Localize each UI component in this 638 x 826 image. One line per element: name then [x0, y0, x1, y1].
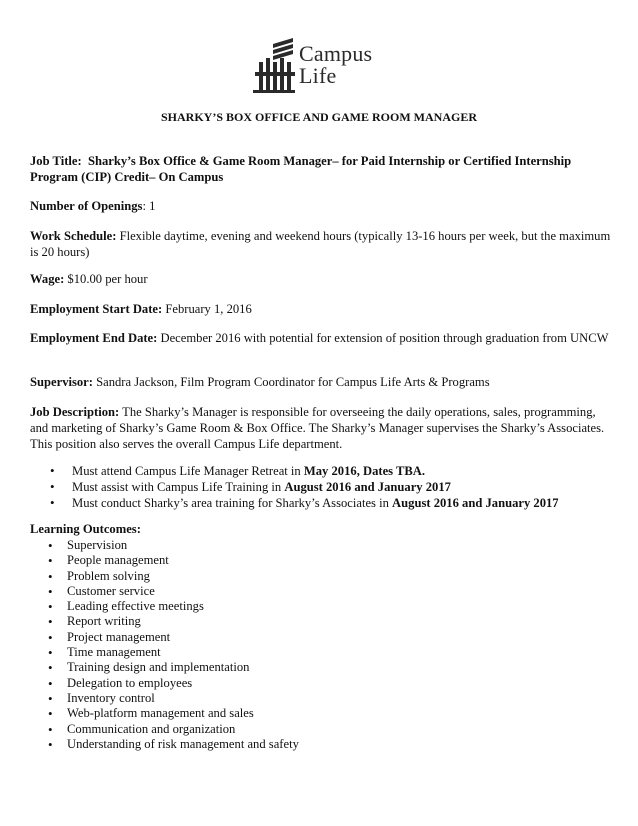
job-description-label: Job Description:	[30, 405, 120, 419]
list-item: • Inventory control	[30, 691, 299, 706]
job-title-field	[30, 153, 615, 185]
job-description-value: The Sharky’s Manager is responsible for overseeing the daily operations, sales, programming, and marketing of Sharky’s Game Room & Box Office. The Sharky’s Manager supervises the Sharky’s Associates. This position also serves the overall Campus Life department.	[30, 405, 605, 451]
start-date-field	[30, 301, 615, 317]
list-item: • Time management	[30, 645, 299, 660]
learning-outcomes-list	[30, 538, 299, 752]
openings-value: : 1	[142, 199, 156, 213]
supervisor-value: Sandra Jackson, Film Program Coordinator for Campus Life Arts & Programs	[92, 375, 490, 389]
document-title: SHARKY’S BOX OFFICE AND GAME ROOM MANAGER	[160, 110, 477, 124]
requirements-list	[30, 463, 620, 511]
building-icon	[251, 38, 297, 96]
job-title-label: Job Title:	[30, 154, 82, 168]
start-date-value: February 1, 2016	[162, 302, 252, 316]
end-date-field	[30, 330, 615, 346]
supervisor-field	[30, 374, 615, 390]
schedule-label: Work Schedule:	[30, 229, 117, 243]
schedule-field	[30, 228, 615, 260]
list-item: • Problem solving	[30, 569, 299, 584]
schedule-value: Flexible daytime, evening and weekend hours (typically 13-16 hours per week, but the maximum is 20 hours)	[30, 229, 611, 259]
learning-outcomes-heading: Learning Outcomes:	[30, 522, 141, 536]
list-item: • Must conduct Sharky’s area training for Sharky’s Associates in August 2016 and January 2017	[30, 495, 620, 511]
wage-label: Wage:	[30, 272, 65, 286]
end-date-value: December 2016 with potential for extension of position through graduation from UNCW	[157, 331, 609, 345]
openings-label: Number of Openings	[30, 199, 143, 213]
list-item: • Supervision	[30, 538, 299, 553]
list-item: • Delegation to employees	[30, 676, 299, 691]
list-item: • Customer service	[30, 584, 299, 599]
job-description-field	[30, 404, 615, 452]
list-item: • Must assist with Campus Life Training in August 2016 and January 2017	[30, 479, 620, 495]
openings-field	[30, 198, 615, 214]
list-item: • People management	[30, 553, 299, 568]
list-item: • Project management	[30, 630, 299, 645]
list-item: • Training design and implementation	[30, 660, 299, 675]
list-item: • Communication and organization	[30, 722, 299, 737]
list-item: • Leading effective meetings	[30, 599, 299, 614]
start-date-label: Employment Start Date:	[30, 302, 163, 316]
list-item: • Understanding of risk management and safety	[30, 737, 299, 752]
list-item: • Report writing	[30, 614, 299, 629]
supervisor-label: Supervisor:	[30, 375, 93, 389]
job-title-value: Sharky’s Box Office & Game Room Manager– for Paid Internship or Certified Internship Program (CIP) Credit– On Campus	[30, 154, 572, 184]
end-date-label: Employment End Date:	[30, 331, 158, 345]
wage-field	[30, 271, 615, 287]
campus-life-logo	[251, 38, 389, 98]
list-item: • Web-platform management and sales	[30, 706, 299, 721]
list-item: • Must attend Campus Life Manager Retreat in May 2016, Dates TBA.	[30, 463, 620, 479]
wage-value: $10.00 per hour	[64, 272, 148, 286]
logo-line-2: Life	[299, 63, 337, 88]
logo-line-1: Campus	[299, 41, 373, 66]
